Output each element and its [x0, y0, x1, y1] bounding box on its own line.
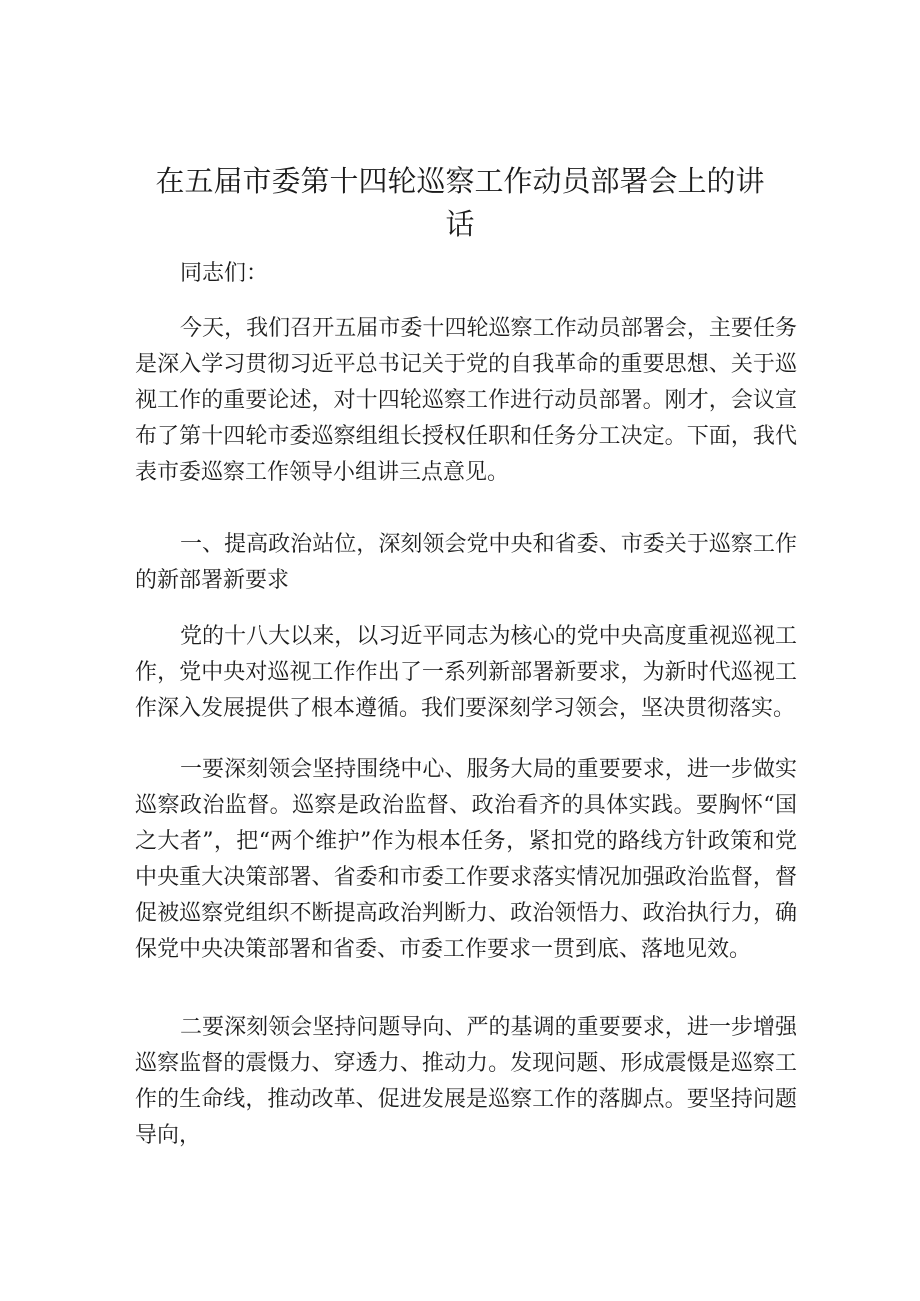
paragraph-point-1: 一要深刻领会坚持围绕中心、服务大局的重要要求，进一步做实巡察政治监督。巡察是政治监督、政治看齐的具体实践。要胸怀“国之大者”，把“两个维护”作为根本任务，紧扣党的路线方针政策和党中央重大决策部署、省委和市委工作要求落实情况加强政治监督，督促被巡察党组织不断提高政治判断力、政治领悟力、政治执行力，确保党中央决策部署和省委、市委工作要求一贯到底、落地见效。: [135, 757, 797, 962]
document-title: 在五届市委第十四轮巡察工作动员部署会上的讲话: [155, 164, 765, 241]
section-heading-1: 一、提高政治站位，深刻领会党中央和省委、市委关于巡察工作的新部署新要求: [135, 532, 797, 593]
paragraph-background: 党的十八大以来，以习近平同志为核心的党中央高度重视巡视工作，党中央对巡视工作作出了一系列新部署新要求，为新时代巡视工作深入发展提供了根本遵循。我们要深刻学习领会，坚决贯彻落实。: [135, 624, 797, 721]
paragraph-point-2: 二要深刻领会坚持问题导向、严的基调的重要要求，进一步增强巡察监督的震慑力、穿透力、推动力。发现问题、形成震慑是巡察工作的生命线，推动改革、促进发展是巡察工作的落脚点。要坚持问题导向，: [135, 1015, 797, 1148]
paragraph-intro: 今天，我们召开五届市委十四轮巡察工作动员部署会，主要任务是深入学习贯彻习近平总书记关于党的自我革命的重要思想、关于巡视工作的重要论述，对十四轮巡察工作进行动员部署。刚才，会议宣布了第十四轮市委巡察组组长授权任职和任务分工决定。下面，我代表市委巡察工作领导小组讲三点意见。: [135, 316, 797, 485]
salutation: 同志们：: [180, 261, 269, 286]
